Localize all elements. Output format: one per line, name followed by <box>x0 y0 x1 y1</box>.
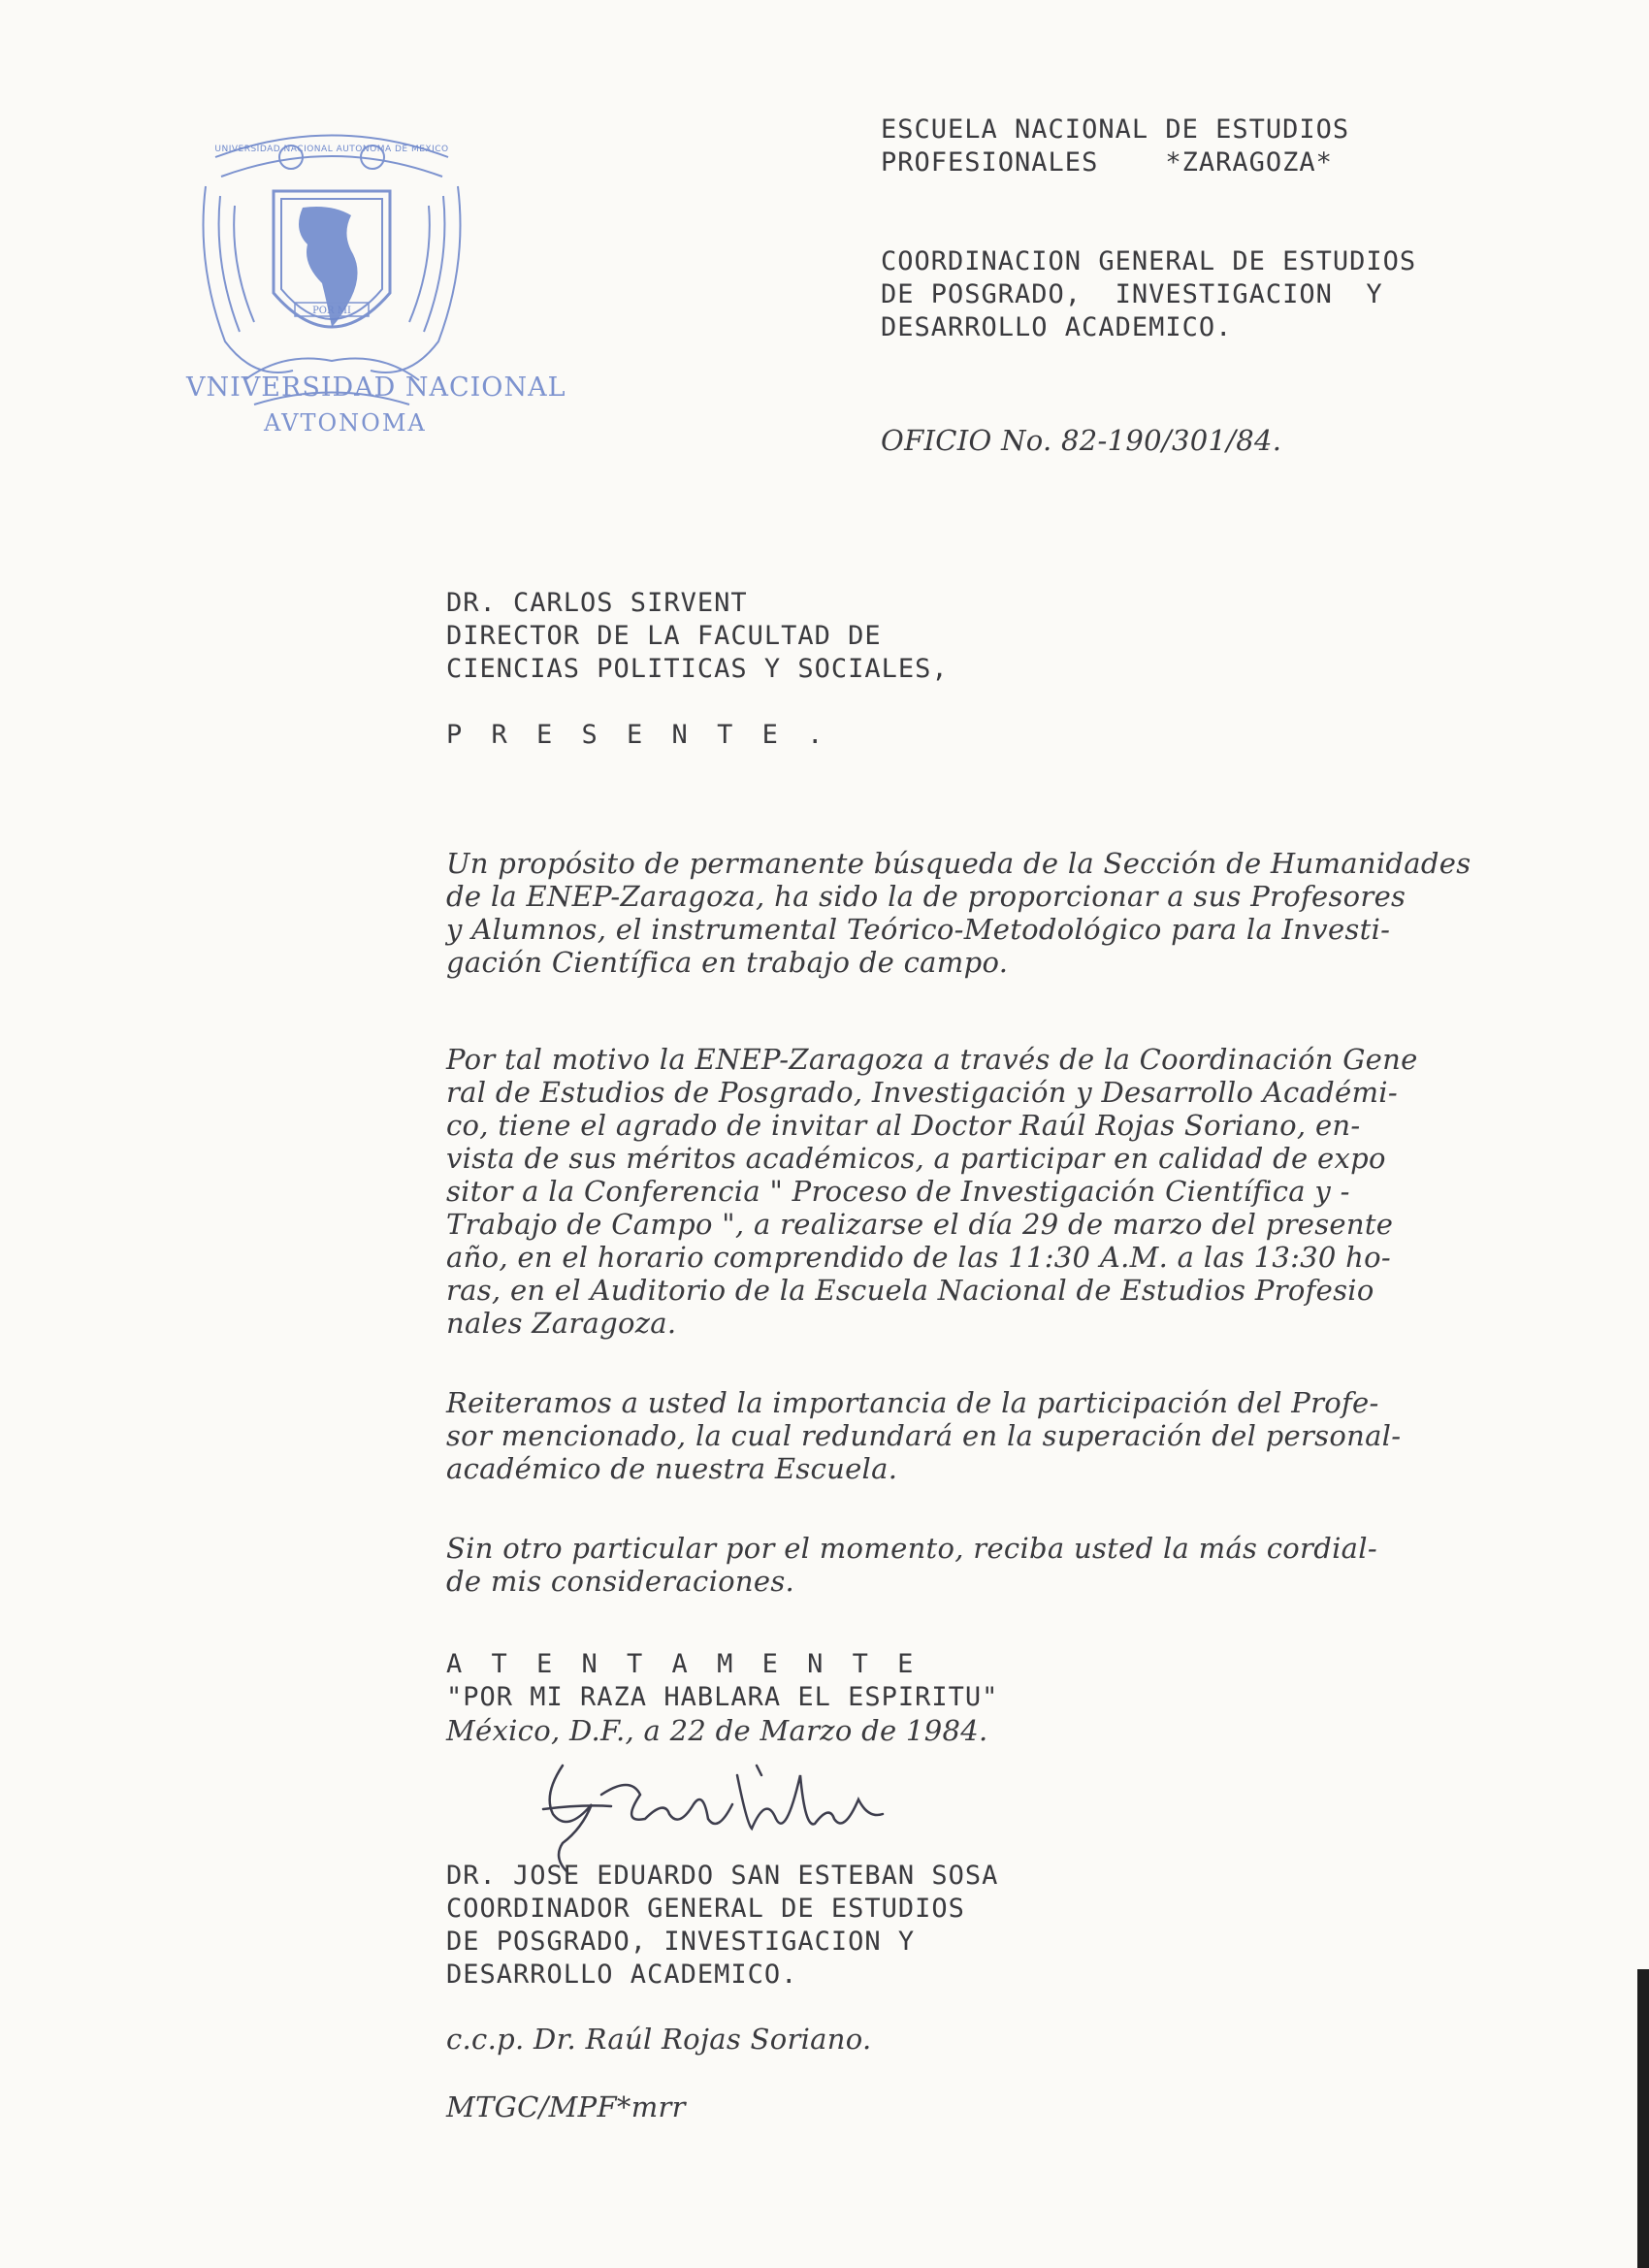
recipient-title: DIRECTOR DE LA FACULTAD DE <box>446 621 882 651</box>
body-line: Trabajo de Campo ", a realizarse el día 29 de marzo del presente <box>446 1208 1394 1241</box>
oficio-number: OFICIO No. 82-190/301/84. <box>881 424 1282 457</box>
body-line: nales Zaragoza. <box>446 1307 677 1340</box>
signatory-title-line1: COORDINADOR GENERAL DE ESTUDIOS <box>446 1894 965 1924</box>
coordination-line3: DESARROLLO ACADEMICO. <box>881 312 1233 342</box>
seal-caption-line2: AVTONOMA <box>264 409 427 437</box>
body-line: y Alumnos, el instrumental Teórico-Metodológico para la Investi- <box>446 913 1391 946</box>
place-date: México, D.F., a 22 de Marzo de 1984. <box>446 1714 988 1747</box>
closing-motto: "POR MI RAZA HABLARA EL ESPIRITU" <box>446 1682 999 1712</box>
body-line: Un propósito de permanente búsqueda de la Sección de Humanidades <box>446 847 1471 880</box>
body-line: Reiteramos a usted la importancia de la participación del Profe- <box>446 1386 1379 1419</box>
body-line: de mis consideraciones. <box>446 1565 795 1598</box>
body-line: Sin otro particular por el momento, reciba usted la más cordial- <box>446 1532 1377 1565</box>
svg-text:UNIVERSIDAD NACIONAL AUTONOMA: UNIVERSIDAD NACIONAL AUTONOMA DE MEXICO <box>214 145 449 154</box>
body-line: gación Científica en trabajo de campo. <box>446 946 1009 979</box>
seal-caption-line1: VNIVERSIDAD NACIONAL <box>186 373 566 403</box>
carbon-copy: c.c.p. Dr. Raúl Rojas Soriano. <box>446 2023 872 2056</box>
body-line: ras, en el Auditorio de la Escuela Nacional de Estudios Profesio <box>446 1274 1374 1307</box>
body-line: co, tiene el agrado de invitar al Doctor Raúl Rojas Soriano, en- <box>446 1109 1361 1142</box>
body-line: vista de sus méritos académicos, a participar en calidad de expo <box>446 1142 1386 1175</box>
reference-initials: MTGC/MPF*mrr <box>446 2090 686 2123</box>
svg-text:POR MI: POR MI <box>312 306 351 316</box>
coordination-line1: COORDINACION GENERAL DE ESTUDIOS <box>881 246 1417 276</box>
signatory-title-line2: DE POSGRADO, INVESTIGACION Y <box>446 1927 916 1957</box>
body-line: sor mencionado, la cual redundará en la superación del personal- <box>446 1419 1402 1452</box>
school-name-line1: ESCUELA NACIONAL DE ESTUDIOS <box>881 114 1350 145</box>
scan-edge <box>1637 1969 1649 2268</box>
body-line: Por tal motivo la ENEP-Zaragoza a través de la Coordinación Gene <box>446 1043 1418 1076</box>
body-line: académico de nuestra Escuela. <box>446 1452 898 1485</box>
recipient-name: DR. CARLOS SIRVENT <box>446 588 748 618</box>
body-line: de la ENEP-Zaragoza, ha sido la de proporcionar a sus Profesores <box>446 880 1406 913</box>
school-name-line2: PROFESIONALES *ZARAGOZA* <box>881 147 1333 178</box>
body-line: año, en el horario comprendido de las 11:30 A.M. a las 13:30 ho- <box>446 1241 1392 1274</box>
recipient-faculty: CIENCIAS POLITICAS Y SOCIALES, <box>446 654 949 684</box>
coordination-line2: DE POSGRADO, INVESTIGACION Y <box>881 279 1383 309</box>
body-line: sitor a la Conferencia " Proceso de Investigación Científica y - <box>446 1175 1350 1208</box>
atentamente: A T E N T A M E N T E <box>446 1649 921 1679</box>
signatory-title-line3: DESARROLLO ACADEMICO. <box>446 1960 798 1990</box>
body-line: ral de Estudios de Posgrado, Investigación y Desarrollo Académi- <box>446 1076 1398 1109</box>
signatory-name: DR. JOSE EDUARDO SAN ESTEBAN SOSA <box>446 1861 999 1891</box>
presente: P R E S E N T E . <box>446 720 830 750</box>
